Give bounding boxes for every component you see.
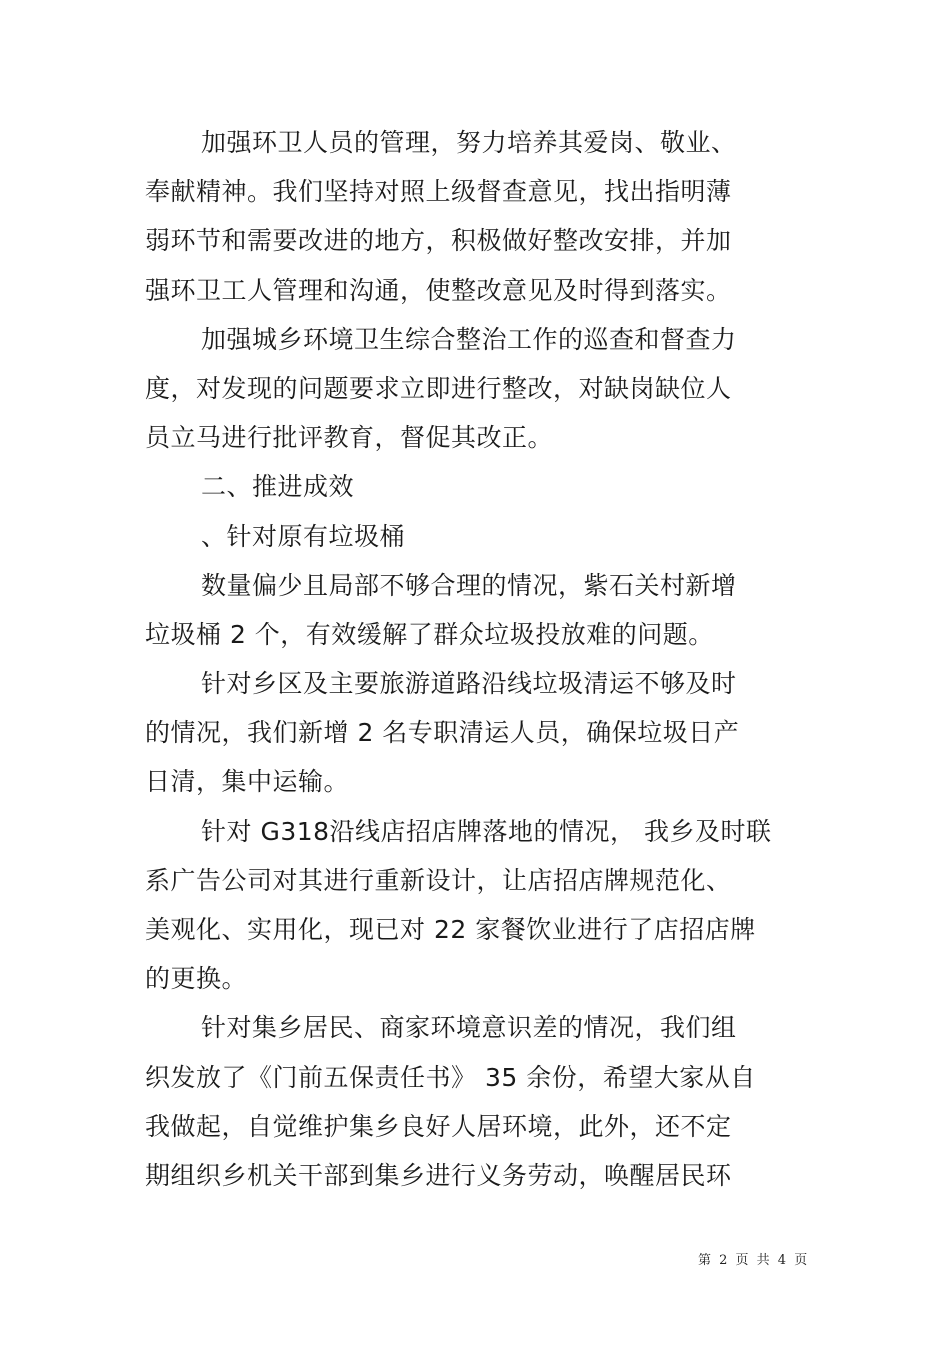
section-heading: 二、推进成效 <box>201 472 355 502</box>
text-line: 我做起，自觉维护集乡良好人居环境，此外，还不定 <box>145 1111 732 1141</box>
text-line: 针对乡区及主要旅游道路沿线垃圾清运不够及时 <box>201 669 737 699</box>
body-text <box>145 118 805 1200</box>
text-line: 针对 G318沿线店招店牌落地的情况， 我乡及时联 <box>201 816 772 846</box>
text-line: 美观化、实用化，现已对 22 家餐饮业进行了店招店牌 <box>145 915 756 944</box>
text-line: 织发放了《门前五保责任书》 35 余份，希望大家从自 <box>145 1062 756 1092</box>
page-footer: 第 2 页 共 4 页 <box>698 1253 809 1268</box>
text-line: 加强城乡环境卫生综合整治工作的巡查和督查力 <box>201 324 737 354</box>
text-line: 强环卫工人管理和沟通，使整改意见及时得到落实。 <box>145 275 732 305</box>
text-line: 日清，集中运输。 <box>145 767 350 797</box>
text-line: 的情况，我们新增 2 名专职清运人员，确保垃圾日产 <box>145 718 740 748</box>
text-line: 奉献精神。我们坚持对照上级督查意见，找出指明薄 <box>145 177 732 207</box>
text-line: 度，对发现的问题要求立即进行整改，对缺岗缺位人 <box>145 373 732 403</box>
text-line: 系广告公司对其进行重新设计，让店招店牌规范化、 <box>145 865 732 895</box>
text-line: 员立马进行批评教育，督促其改正。 <box>145 423 554 453</box>
text-line: 加强环卫人员的管理，努力培养其爱岗、敬业、 <box>201 128 737 157</box>
subsection-heading: 、针对原有垃圾桶 <box>201 521 406 551</box>
text-line: 的更换。 <box>145 964 248 994</box>
text-line: 垃圾桶 2 个，有效缓解了群众垃圾投放难的问题。 <box>145 619 714 649</box>
text-line: 期组织乡机关干部到集乡进行义务劳动，唤醒居民环 <box>145 1160 732 1190</box>
text-line: 弱环节和需要改进的地方，积极做好整改安排，并加 <box>145 226 732 256</box>
text-line: 针对集乡居民、商家环境意识差的情况，我们组 <box>201 1013 737 1043</box>
text-line: 数量偏少且局部不够合理的情况，紫石关村新增 <box>201 570 737 600</box>
